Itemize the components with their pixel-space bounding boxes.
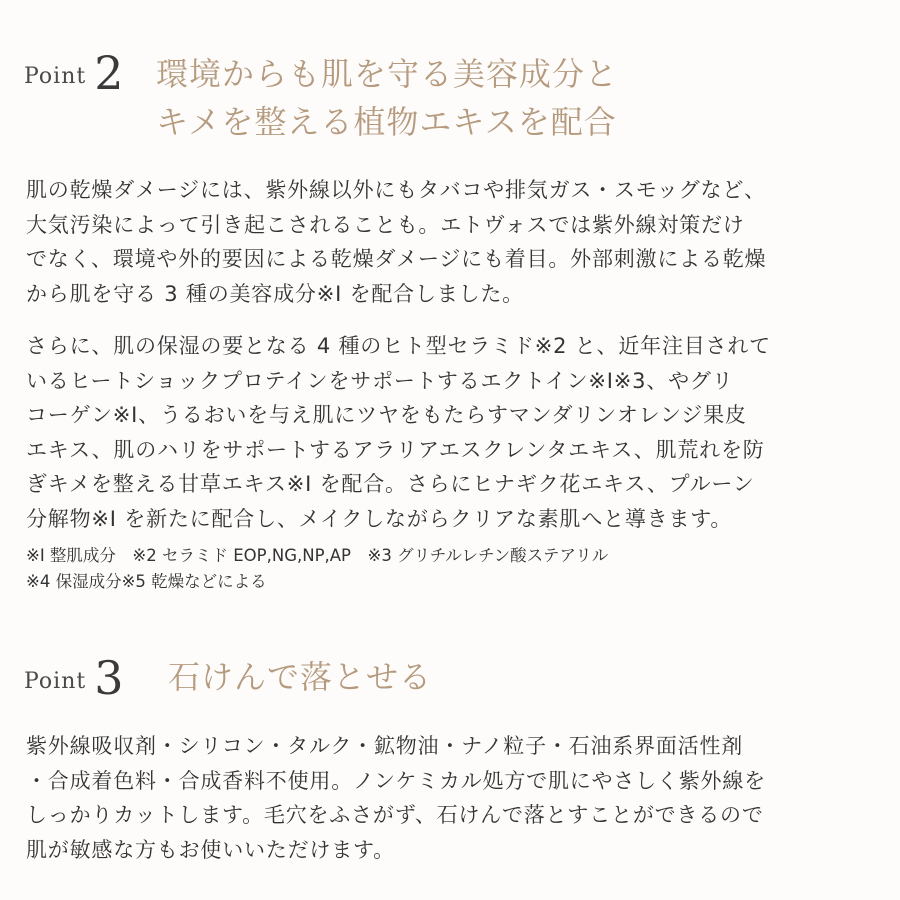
- point-3-heading: [24, 651, 124, 705]
- paragraph-2: [26, 329, 876, 536]
- paragraph-line: 肌の乾燥ダメージには、紫外線以外にもタバコや排気ガス・スモッグなど、: [26, 178, 766, 202]
- point-label: Point: [24, 669, 87, 694]
- paragraph-1: [26, 173, 876, 311]
- point-2-heading: [24, 46, 124, 100]
- point-2-title-line: 環境からも肌を守る美容成分と: [156, 55, 619, 93]
- footnotes: [26, 543, 608, 595]
- point-2-title: [156, 50, 618, 146]
- paragraph-line: いるヒートショックプロテインをサポートするエクトイン※I※3、やグリ: [26, 368, 734, 393]
- point-3-title: [168, 653, 432, 701]
- paragraph-line: 肌が敏感な方もお使いいただけます。: [26, 837, 395, 862]
- paragraph-line: でなく、環境や外的要因による乾燥ダメージにも着目。外部刺激による乾燥: [26, 247, 767, 271]
- footnote-line: ※I 整肌成分 ※2 セラミド EOP,NG,NP,AP ※3 グリチルレチン酸ステアリル: [26, 546, 609, 565]
- paragraph-line: しっかりカットします。毛穴をふさがず、石けんで落とすことができるので: [26, 803, 764, 827]
- paragraph-line: ・合成着色料・合成香料不使用。ノンケミカル処方で肌にやさしく紫外線を: [26, 768, 766, 793]
- point-number: 3: [94, 651, 124, 705]
- paragraph-line: さらに、肌の保湿の要となる 4 種のヒト型セラミド※2 と、近年注目されて: [26, 334, 771, 358]
- paragraph-line: 大気汚染によって引き起こされることも。エトヴォスでは紫外線対策だけ: [26, 212, 745, 237]
- paragraph-line: コーゲン※I、うるおいを与え肌にツヤをもたらすマンダリンオレンジ果皮: [26, 403, 747, 427]
- paragraph-line: 分解物※I を新たに配合し、メイクしながらクリアな素肌へと導きます。: [26, 506, 733, 531]
- point-3-title-text: 石けんで落とせる: [168, 658, 433, 696]
- paragraph-line: エキス、肌のハリをサポートするアラリアエスクレンタエキス、肌荒れを防: [26, 437, 765, 462]
- paragraph-line: 紫外線吸収剤・シリコン・タルク・鉱物油・ナノ粒子・石油系界面活性剤: [26, 734, 744, 758]
- point-number: 2: [94, 46, 124, 100]
- point-label: Point: [24, 64, 87, 89]
- paragraph-line: ぎキメを整える甘草エキス※I を配合。さらにヒナギク花エキス、プルーン: [26, 472, 755, 496]
- paragraph-3: [26, 729, 876, 867]
- point-2-title-line: キメを整える植物エキスを配合: [156, 103, 617, 141]
- footnote-line: ※4 保湿成分※5 乾燥などによる: [26, 572, 267, 591]
- paragraph-line: から肌を守る 3 種の美容成分※I を配合しました。: [26, 281, 524, 306]
